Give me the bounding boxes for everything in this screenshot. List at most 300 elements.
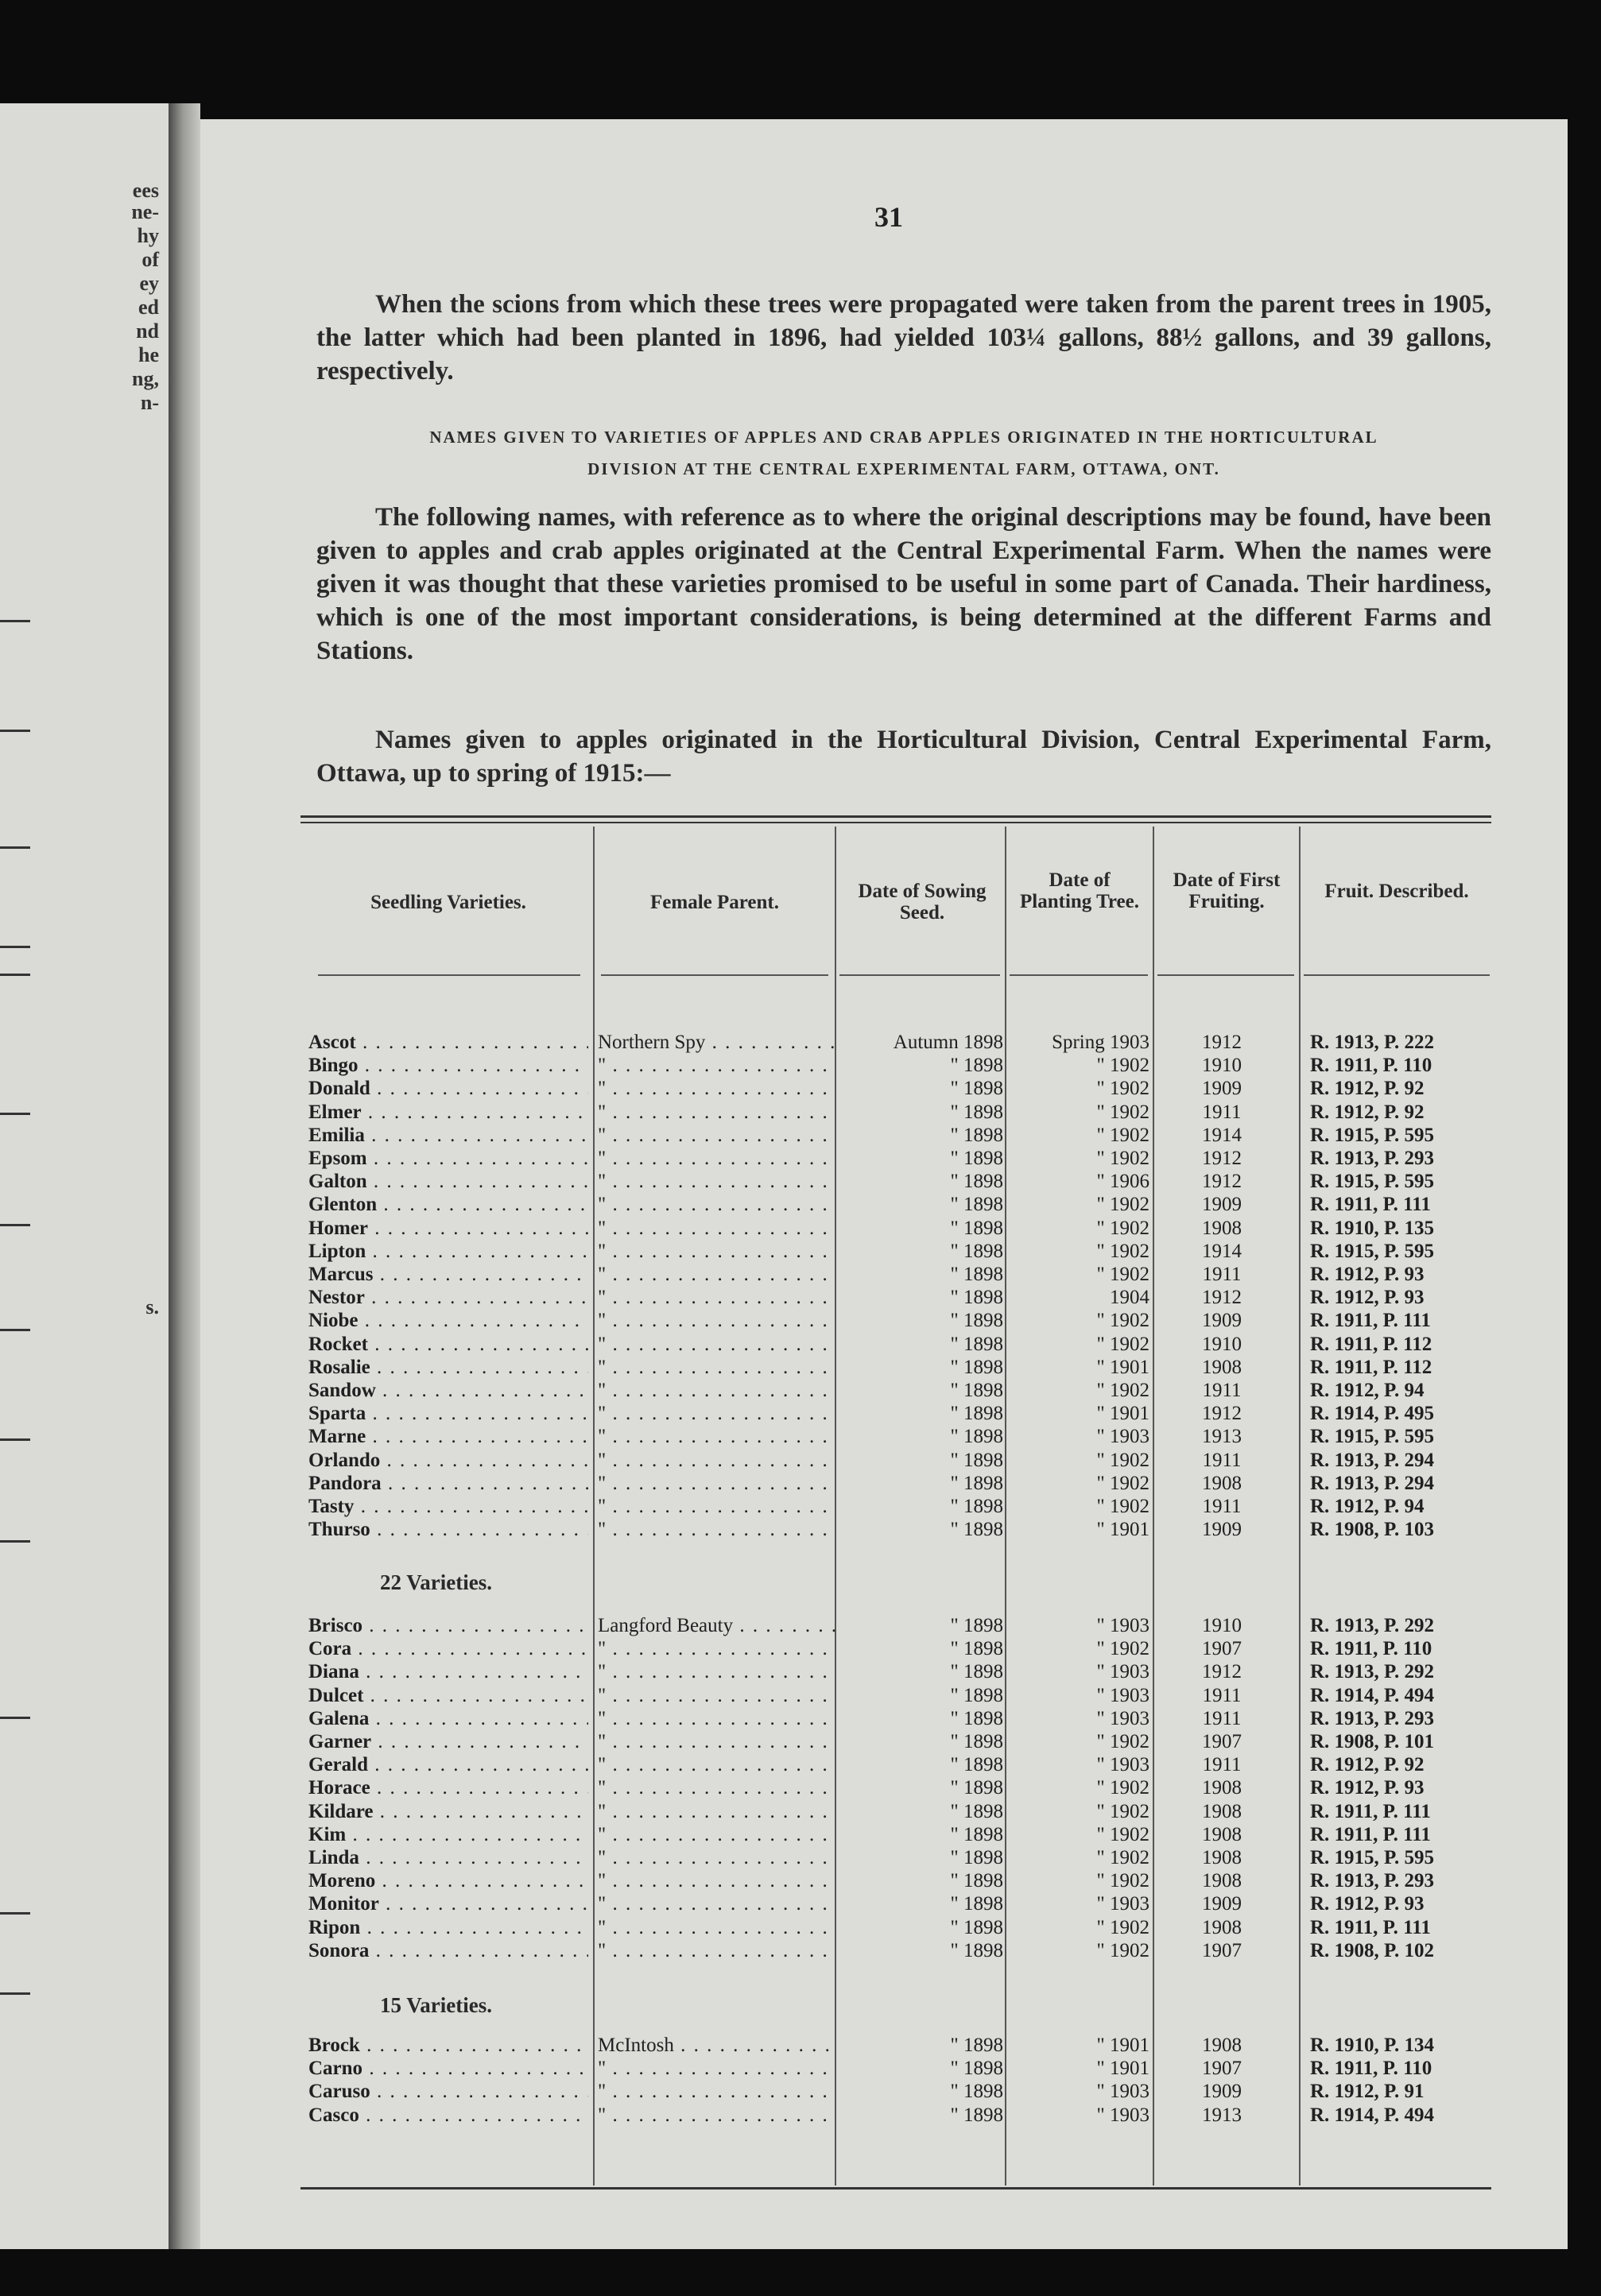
described-reference-cell: R. 1914, P. 494 [1310, 1684, 1435, 1706]
first-fruiting-cell: 1908 [1202, 1777, 1242, 1799]
female-parent-cell: " . . . [598, 1519, 836, 1541]
first-fruiting-cell: 1911 [1202, 1449, 1242, 1471]
female-parent-cell: " . . . [598, 1777, 836, 1799]
first-fruiting-cell: 1911 [1202, 1496, 1242, 1517]
sowing-date-cell: " 1898 [950, 1893, 1003, 1915]
facing-page-rule [0, 1717, 30, 1719]
variety-name-cell: Pandora . . . [308, 1473, 588, 1495]
sowing-date-cell: " 1898 [950, 1449, 1003, 1471]
sowing-date-cell: " 1898 [950, 1870, 1003, 1892]
column-header-planting: Date of Planting Tree. [1020, 869, 1139, 912]
first-fruiting-cell: 1909 [1202, 2081, 1242, 2103]
header-underline [1157, 974, 1294, 976]
planting-date-cell: " 1902 [1096, 1310, 1149, 1332]
planting-date-cell: " 1901 [1096, 2058, 1149, 2080]
described-reference-cell: R. 1913, P. 292 [1310, 1661, 1435, 1683]
described-reference-cell: R. 1914, P. 494 [1310, 2104, 1435, 2126]
first-fruiting-cell: 1909 [1202, 1519, 1242, 1541]
variety-name-cell: Linda . . . [308, 1847, 588, 1869]
variety-name-cell: Brisco . . . [308, 1615, 588, 1637]
sowing-date-cell: " 1898 [950, 2035, 1003, 2056]
first-fruiting-cell: 1911 [1202, 1101, 1242, 1123]
first-fruiting-cell: 1912 [1202, 1287, 1242, 1309]
sowing-date-cell: " 1898 [950, 1124, 1003, 1146]
table-bottom-rule [300, 2187, 1491, 2190]
first-fruiting-cell: 1911 [1202, 1264, 1242, 1285]
sowing-date-cell: " 1898 [950, 1264, 1003, 1285]
described-reference-cell: R. 1913, P. 293 [1310, 1148, 1435, 1169]
column-divider [1005, 827, 1006, 2186]
planting-date-cell: " 1902 [1096, 1800, 1149, 1822]
variety-name-cell: Galton . . . [308, 1171, 588, 1193]
described-reference-cell: R. 1911, P. 111 [1310, 1310, 1431, 1332]
female-parent-cell: " . . . [598, 1310, 836, 1332]
described-reference-cell: R. 1908, P. 103 [1310, 1519, 1435, 1541]
planting-date-cell: " 1902 [1096, 1472, 1149, 1494]
planting-date-cell: " 1901 [1096, 2035, 1149, 2056]
female-parent-cell: " . . . [598, 1473, 836, 1495]
column-header-seedling: Seedling Varieties. [370, 892, 526, 913]
described-reference-cell: R. 1912, P. 94 [1310, 1496, 1425, 1517]
first-fruiting-cell: 1912 [1202, 1032, 1242, 1053]
planting-date-cell: " 1902 [1096, 1870, 1149, 1892]
facing-page-rule [0, 620, 30, 622]
planting-date-cell: " 1901 [1096, 1403, 1149, 1425]
planting-date-cell: " 1903 [1096, 2104, 1149, 2126]
sowing-date-cell: " 1898 [950, 1356, 1003, 1378]
sowing-date-cell: " 1898 [950, 1333, 1003, 1355]
first-fruiting-cell: 1911 [1202, 1754, 1242, 1776]
described-reference-cell: R. 1912, P. 92 [1310, 1078, 1425, 1100]
female-parent-cell: " . . . [598, 1940, 836, 1962]
described-reference-cell: R. 1911, P. 111 [1310, 1800, 1431, 1822]
first-fruiting-cell: 1912 [1202, 1171, 1242, 1193]
header-underline [601, 974, 828, 976]
planting-date-cell: " 1903 [1096, 1426, 1149, 1448]
first-fruiting-cell: 1914 [1202, 1240, 1242, 1262]
facing-page-rule [0, 1224, 30, 1226]
first-fruiting-cell: 1912 [1202, 1148, 1242, 1169]
planting-date-cell: " 1902 [1096, 1078, 1149, 1100]
planting-date-cell: " 1902 [1096, 1449, 1149, 1471]
first-fruiting-cell: 1910 [1202, 1055, 1242, 1077]
sowing-date-cell: " 1898 [950, 1684, 1003, 1706]
first-fruiting-cell: 1908 [1202, 2035, 1242, 2056]
first-fruiting-cell: 1913 [1202, 1426, 1242, 1448]
sowing-date-cell: Autumn 1898 [893, 1032, 1003, 1053]
column-header-first-fruiting: Date of First Fruiting. [1173, 869, 1281, 912]
female-parent-cell: " . . . [598, 1708, 836, 1730]
variety-name-cell: Rosalie . . . [308, 1357, 588, 1379]
first-fruiting-cell: 1910 [1202, 1333, 1242, 1355]
first-fruiting-cell: 1909 [1202, 1893, 1242, 1915]
variety-name-cell: Marne . . . [308, 1426, 588, 1448]
described-reference-cell: R. 1912, P. 93 [1310, 1287, 1425, 1309]
facing-page-fragment: s. [145, 1295, 159, 1318]
first-fruiting-cell: 1908 [1202, 1847, 1242, 1868]
female-parent-cell: Langford Beauty . . . [598, 1615, 836, 1637]
described-reference-cell: R. 1913, P. 293 [1310, 1870, 1435, 1892]
female-parent-cell: " . . . [598, 2104, 836, 2127]
planting-date-cell: " 1902 [1096, 1823, 1149, 1845]
described-reference-cell: R. 1911, P. 110 [1310, 1055, 1432, 1077]
female-parent-cell: " . . . [598, 1218, 836, 1240]
planting-date-cell: " 1902 [1096, 1264, 1149, 1285]
facing-page-fragment: nd [136, 319, 159, 343]
sowing-date-cell: " 1898 [950, 1217, 1003, 1239]
female-parent-cell: " . . . [598, 1685, 836, 1707]
sowing-date-cell: " 1898 [950, 1754, 1003, 1776]
planting-date-cell: " 1902 [1096, 1240, 1149, 1262]
planting-date-cell: " 1902 [1096, 1055, 1149, 1077]
sowing-date-cell: " 1898 [950, 1519, 1003, 1541]
sowing-date-cell: " 1898 [950, 1101, 1003, 1123]
variety-name-cell: Glenton . . . [308, 1194, 588, 1216]
table-top-rule [300, 815, 1491, 818]
female-parent-cell: " . . . [598, 1403, 836, 1425]
variety-name-cell: Homer . . . [308, 1218, 588, 1240]
column-header-female-parent: Female Parent. [650, 892, 779, 913]
female-parent-cell: " . . . [598, 1917, 836, 1939]
described-reference-cell: R. 1908, P. 101 [1310, 1731, 1435, 1752]
variety-name-cell: Sonora . . . [308, 1940, 588, 1962]
female-parent-cell: " . . . [598, 1496, 836, 1518]
planting-date-cell: " 1903 [1096, 1893, 1149, 1915]
female-parent-cell: " . . . [598, 1754, 836, 1776]
planting-date-cell: " 1906 [1096, 1171, 1149, 1193]
described-reference-cell: R. 1915, P. 595 [1310, 1426, 1435, 1448]
female-parent-cell: " . . . [598, 1287, 836, 1309]
first-fruiting-cell: 1911 [1202, 1380, 1242, 1401]
described-reference-cell: R. 1910, P. 134 [1310, 2035, 1435, 2056]
planting-date-cell: " 1902 [1096, 1916, 1149, 1938]
variety-name-cell: Lipton . . . [308, 1241, 588, 1263]
sowing-date-cell: " 1898 [950, 1615, 1003, 1636]
planting-date-cell: " 1903 [1096, 1754, 1149, 1776]
facing-page-fragment: ne- [131, 200, 159, 223]
sowing-date-cell: " 1898 [950, 1287, 1003, 1309]
variety-name-cell: Kildare . . . [308, 1801, 588, 1823]
female-parent-cell: " . . . [598, 1801, 836, 1823]
variety-name-cell: Nestor . . . [308, 1287, 588, 1309]
first-fruiting-cell: 1907 [1202, 1731, 1242, 1752]
sowing-date-cell: " 1898 [950, 1777, 1003, 1799]
facing-page-fragment: ed [138, 296, 159, 319]
planting-date-cell: " 1902 [1096, 1333, 1149, 1355]
female-parent-cell: " . . . [598, 1148, 836, 1170]
sowing-date-cell: " 1898 [950, 2058, 1003, 2080]
first-fruiting-cell: 1908 [1202, 1356, 1242, 1378]
described-reference-cell: R. 1912, P. 91 [1310, 2081, 1425, 2103]
first-fruiting-cell: 1907 [1202, 2058, 1242, 2080]
column-header-sowing: Date of Sowing Seed. [858, 881, 987, 923]
facing-page-sliver [0, 103, 169, 2249]
planting-date-cell: " 1902 [1096, 1124, 1149, 1146]
first-fruiting-cell: 1910 [1202, 1615, 1242, 1636]
variety-name-cell: Orlando . . . [308, 1450, 588, 1472]
variety-name-cell: Cora . . . [308, 1638, 588, 1660]
female-parent-cell: " . . . [598, 1450, 836, 1472]
described-reference-cell: R. 1915, P. 595 [1310, 1124, 1435, 1146]
female-parent-cell: " . . . [598, 1194, 836, 1216]
sowing-date-cell: " 1898 [950, 1731, 1003, 1752]
first-fruiting-cell: 1908 [1202, 1217, 1242, 1239]
described-reference-cell: R. 1912, P. 93 [1310, 1264, 1425, 1285]
planting-date-cell: " 1903 [1096, 1615, 1149, 1636]
female-parent-cell: Northern Spy . . . [598, 1032, 836, 1054]
female-parent-cell: " . . . [598, 1102, 836, 1124]
facing-page-fragment: ng, [132, 367, 159, 390]
facing-page-fragment: ey [139, 272, 159, 295]
variety-name-cell: Gerald . . . [308, 1754, 588, 1776]
planting-date-cell: " 1901 [1096, 1356, 1149, 1378]
described-reference-cell: R. 1911, P. 110 [1310, 1638, 1432, 1660]
variety-name-cell: Epsom . . . [308, 1148, 588, 1170]
planting-date-cell: Spring 1903 [1052, 1032, 1149, 1053]
section-heading [316, 421, 1491, 485]
facing-page-rule [0, 1540, 30, 1543]
first-fruiting-cell: 1913 [1202, 2104, 1242, 2126]
female-parent-cell: " . . . [598, 1241, 836, 1263]
sowing-date-cell: " 1898 [950, 1240, 1003, 1262]
first-fruiting-cell: 1909 [1202, 1078, 1242, 1100]
variety-name-cell: Donald . . . [308, 1078, 588, 1100]
described-reference-cell: R. 1912, P. 92 [1310, 1101, 1425, 1123]
planting-date-cell: " 1902 [1096, 1777, 1149, 1799]
sowing-date-cell: " 1898 [950, 1055, 1003, 1077]
planting-date-cell: " 1903 [1096, 2081, 1149, 2103]
facing-page-rule [0, 730, 30, 732]
described-reference-cell: R. 1910, P. 135 [1310, 1217, 1435, 1239]
female-parent-cell: " . . . [598, 1893, 836, 1915]
female-parent-cell: " . . . [598, 2058, 836, 2080]
variety-name-cell: Tasty . . . [308, 1496, 588, 1518]
variety-name-cell: Carno . . . [308, 2058, 588, 2080]
sowing-date-cell: " 1898 [950, 1078, 1003, 1100]
variety-name-cell: Dulcet . . . [308, 1685, 588, 1707]
facing-page-fragment: he [138, 343, 159, 366]
described-reference-cell: R. 1911, P. 112 [1310, 1333, 1432, 1355]
variety-name-cell: Galena . . . [308, 1708, 588, 1730]
variety-name-cell: Emilia . . . [308, 1125, 588, 1147]
planting-date-cell: " 1902 [1096, 1148, 1149, 1169]
first-fruiting-cell: 1908 [1202, 1916, 1242, 1938]
planting-date-cell: " 1902 [1096, 1496, 1149, 1517]
first-fruiting-cell: 1908 [1202, 1472, 1242, 1494]
sowing-date-cell: " 1898 [950, 1847, 1003, 1868]
facing-page-fragment: of [141, 248, 159, 271]
first-fruiting-cell: 1908 [1202, 1800, 1242, 1822]
first-fruiting-cell: 1909 [1202, 1310, 1242, 1332]
sowing-date-cell: " 1898 [950, 1916, 1003, 1938]
first-fruiting-cell: 1907 [1202, 1638, 1242, 1660]
variety-name-cell: Thurso . . . [308, 1519, 588, 1541]
variety-name-cell: Sandow . . . [308, 1380, 588, 1402]
first-fruiting-cell: 1912 [1202, 1661, 1242, 1683]
variety-name-cell: Casco . . . [308, 2104, 588, 2127]
female-parent-cell: McIntosh . . . [598, 2035, 836, 2057]
described-reference-cell: R. 1913, P. 292 [1310, 1615, 1435, 1636]
described-reference-cell: R. 1913, P. 294 [1310, 1449, 1435, 1471]
female-parent-cell: " . . . [598, 1847, 836, 1869]
described-reference-cell: R. 1913, P. 294 [1310, 1472, 1435, 1494]
planting-date-cell: " 1902 [1096, 1194, 1149, 1216]
described-reference-cell: R. 1912, P. 93 [1310, 1893, 1425, 1915]
book-gutter [169, 103, 200, 2249]
described-reference-cell: R. 1915, P. 595 [1310, 1240, 1435, 1262]
first-fruiting-cell: 1908 [1202, 1870, 1242, 1892]
planting-date-cell: " 1903 [1096, 1684, 1149, 1706]
intro-paragraph: When the scions from which these trees were propagated were taken from the parent trees in 1905, the latter which had been planted in 1896, had yielded 103¼ gallons, 88½ gallons, and 39 gallons, respectively. [316, 290, 1491, 385]
sowing-date-cell: " 1898 [950, 1148, 1003, 1169]
planting-date-cell: " 1902 [1096, 1638, 1149, 1660]
facing-page-rule [0, 946, 30, 948]
header-underline [1010, 974, 1148, 976]
first-fruiting-cell: 1911 [1202, 1684, 1242, 1706]
female-parent-cell: " . . . [598, 1171, 836, 1193]
sowing-date-cell: " 1898 [950, 1939, 1003, 1961]
variety-name-cell: Kim . . . [308, 1824, 588, 1846]
column-divider [1153, 827, 1154, 2186]
table-top-rule-thin [300, 822, 1491, 823]
facing-page-rule [0, 974, 30, 976]
described-reference-cell: R. 1911, P. 111 [1310, 1194, 1431, 1216]
first-fruiting-cell: 1912 [1202, 1403, 1242, 1425]
described-reference-cell: R. 1912, P. 92 [1310, 1754, 1425, 1776]
planting-date-cell: 1904 [1110, 1287, 1149, 1309]
sowing-date-cell: " 1898 [950, 1472, 1003, 1494]
page-number: 31 [874, 201, 903, 233]
variety-name-cell: Caruso . . . [308, 2081, 588, 2103]
column-header-described: Fruit. Described. [1324, 881, 1469, 902]
described-reference-cell: R. 1914, P. 495 [1310, 1403, 1435, 1425]
column-divider [1299, 827, 1301, 2186]
described-reference-cell: R. 1913, P. 293 [1310, 1707, 1435, 1729]
facing-page-rule [0, 1912, 30, 1915]
variety-name-cell: Brock . . . [308, 2035, 588, 2057]
female-parent-cell: " . . . [598, 1380, 836, 1402]
sowing-date-cell: " 1898 [950, 2104, 1003, 2126]
female-parent-cell: " . . . [598, 1824, 836, 1846]
described-reference-cell: R. 1915, P. 595 [1310, 1847, 1435, 1868]
planting-date-cell: " 1902 [1096, 1847, 1149, 1868]
variety-name-cell: Bingo . . . [308, 1055, 588, 1077]
sowing-date-cell: " 1898 [950, 1800, 1003, 1822]
body-paragraph: The following names, with reference as to where the original descriptions may be found, have been given to apples and crab apples originated at the Central Experimental Farm. When the names were given it was thought that these varieties promised to be useful in some part of Canada. Their hardiness, which is one of the most important considerations, is being determined at the different Farms and Stations. [316, 503, 1491, 665]
described-reference-cell: R. 1911, P. 112 [1310, 1356, 1432, 1378]
facing-page-fragment: ees [132, 179, 159, 202]
variety-count-label: 22 Varieties. [380, 1570, 492, 1594]
variety-name-cell: Diana . . . [308, 1661, 588, 1683]
sowing-date-cell: " 1898 [950, 1823, 1003, 1845]
column-divider [593, 827, 595, 2186]
sowing-date-cell: " 1898 [950, 1661, 1003, 1683]
planting-date-cell: " 1902 [1096, 1217, 1149, 1239]
female-parent-cell: " . . . [598, 1078, 836, 1100]
variety-name-cell: Monitor . . . [308, 1893, 588, 1915]
planting-date-cell: " 1902 [1096, 1731, 1149, 1752]
sowing-date-cell: " 1898 [950, 1496, 1003, 1517]
facing-page-fragment: hy [137, 224, 159, 247]
header-underline [1304, 974, 1490, 976]
female-parent-cell: " . . . [598, 1125, 836, 1147]
female-parent-cell: " . . . [598, 1638, 836, 1660]
first-fruiting-cell: 1911 [1202, 1707, 1242, 1729]
table-intro: Names given to apples originated in the Horticultural Division, Central Experimental Farm, Ottawa, up to spring of 1915:— [316, 726, 1491, 788]
female-parent-cell: " . . . [598, 1870, 836, 1892]
described-reference-cell: R. 1912, P. 94 [1310, 1380, 1425, 1401]
female-parent-cell: " . . . [598, 1264, 836, 1286]
planting-date-cell: " 1901 [1096, 1519, 1149, 1541]
facing-page-rule [0, 1992, 30, 1995]
described-reference-cell: R. 1908, P. 102 [1310, 1939, 1435, 1961]
variety-name-cell: Sparta . . . [308, 1403, 588, 1425]
first-fruiting-cell: 1909 [1202, 1194, 1242, 1216]
female-parent-cell: " . . . [598, 1357, 836, 1379]
variety-name-cell: Garner . . . [308, 1731, 588, 1753]
sowing-date-cell: " 1898 [950, 1194, 1003, 1216]
sowing-date-cell: " 1898 [950, 1426, 1003, 1448]
sowing-date-cell: " 1898 [950, 2081, 1003, 2103]
facing-page-fragment: n- [140, 391, 159, 414]
described-reference-cell: R. 1915, P. 595 [1310, 1171, 1435, 1193]
described-reference-cell: R. 1911, P. 111 [1310, 1823, 1431, 1845]
planting-date-cell: " 1903 [1096, 1661, 1149, 1683]
variety-name-cell: Marcus . . . [308, 1264, 588, 1286]
variety-name-cell: Ripon . . . [308, 1917, 588, 1939]
header-underline [839, 974, 1000, 976]
sowing-date-cell: " 1898 [950, 1403, 1003, 1425]
described-reference-cell: R. 1911, P. 110 [1310, 2058, 1432, 2080]
female-parent-cell: " . . . [598, 1055, 836, 1077]
variety-name-cell: Elmer . . . [308, 1102, 588, 1124]
female-parent-cell: " . . . [598, 1661, 836, 1683]
facing-page-rule [0, 1438, 30, 1441]
planting-date-cell: " 1903 [1096, 1707, 1149, 1729]
section-heading-line-2: DIVISION AT THE CENTRAL EXPERIMENTAL FARM, OTTAWA, ONT. [587, 459, 1220, 478]
header-underline [318, 974, 580, 976]
sowing-date-cell: " 1898 [950, 1171, 1003, 1193]
sowing-date-cell: " 1898 [950, 1707, 1003, 1729]
variety-name-cell: Moreno . . . [308, 1870, 588, 1892]
section-heading-line-1: NAMES GIVEN TO VARIETIES OF APPLES AND CRAB APPLES ORIGINATED IN THE HORTICULTURAL [429, 428, 1378, 447]
female-parent-cell: " . . . [598, 1426, 836, 1448]
first-fruiting-cell: 1914 [1202, 1124, 1242, 1146]
described-reference-cell: R. 1912, P. 93 [1310, 1777, 1425, 1799]
female-parent-cell: " . . . [598, 1334, 836, 1356]
planting-date-cell: " 1902 [1096, 1939, 1149, 1961]
female-parent-cell: " . . . [598, 1731, 836, 1753]
facing-page-rule [0, 1329, 30, 1331]
planting-date-cell: " 1902 [1096, 1380, 1149, 1401]
variety-name-cell: Rocket . . . [308, 1334, 588, 1356]
variety-name-cell: Niobe . . . [308, 1310, 588, 1332]
facing-page-rule [0, 1113, 30, 1115]
sowing-date-cell: " 1898 [950, 1380, 1003, 1401]
described-reference-cell: R. 1913, P. 222 [1310, 1032, 1435, 1053]
facing-page-rule [0, 846, 30, 849]
variety-count-label: 15 Varieties. [380, 1993, 492, 2017]
variety-name-cell: Horace . . . [308, 1777, 588, 1799]
described-reference-cell: R. 1911, P. 111 [1310, 1916, 1431, 1938]
female-parent-cell: " . . . [598, 2081, 836, 2103]
planting-date-cell: " 1902 [1096, 1101, 1149, 1123]
first-fruiting-cell: 1907 [1202, 1939, 1242, 1961]
first-fruiting-cell: 1908 [1202, 1823, 1242, 1845]
variety-name-cell: Ascot . . . [308, 1032, 588, 1054]
sowing-date-cell: " 1898 [950, 1310, 1003, 1332]
sowing-date-cell: " 1898 [950, 1638, 1003, 1660]
